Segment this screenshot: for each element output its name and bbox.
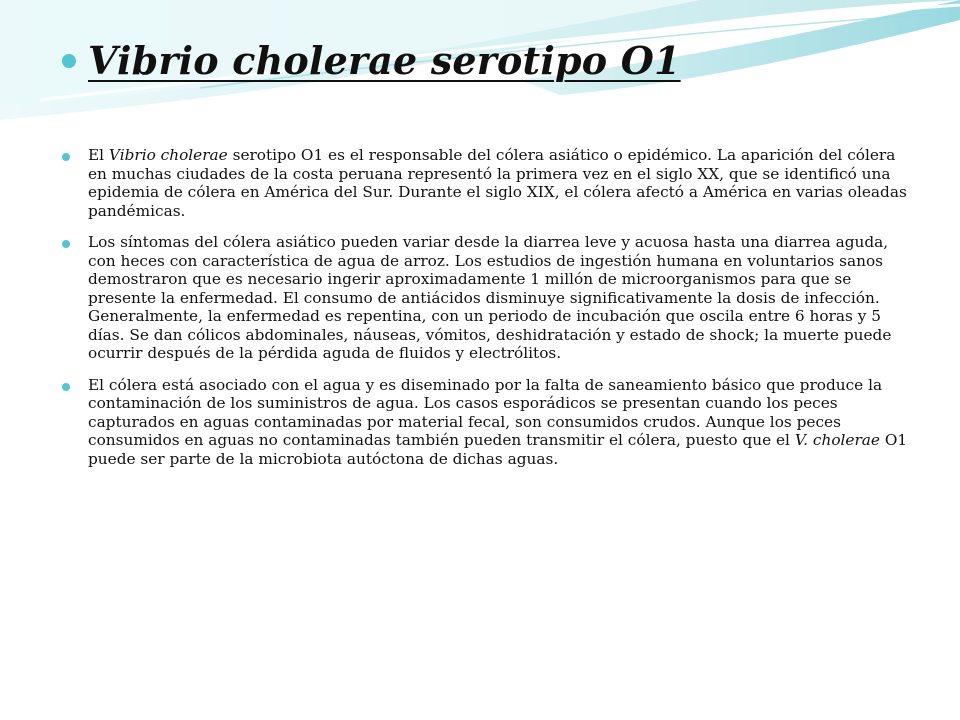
species-name: V. cholerae	[794, 431, 880, 449]
bullet-icon	[62, 153, 70, 161]
bullet-icon	[62, 240, 70, 248]
title-bullet-icon	[62, 54, 76, 68]
paragraph-text: Los síntomas del cólera asiático pueden variar desde la diarrea leve y acuosa hasta una diarrea aguda, con heces con característica de agua de arroz. Los estudios de ingestión humana en voluntarios sanos demostraron que es necesario ingerir aproximadamente 1 millón de microorganismos para que se presente la enfermedad. El consumo de antiácidos disminuye significativamente la dosis de infección. Generalmente, la enfermedad es repentina, con un periodo de incubación que oscila entre 6 horas y 5 días. Se dan cólicos abdominales, náuseas, vómitos, deshidratación y estado de shock; la muerte puede ocurrir después de la pérdida aguda de fluidos y electrólitos.	[88, 233, 892, 362]
slide-title: Vibrio cholerae serotipo O1	[88, 38, 681, 83]
bullet-paragraph-2	[62, 233, 912, 363]
text-run: El	[88, 146, 109, 164]
species-name: Vibrio cholerae	[108, 146, 228, 164]
title-row	[62, 38, 681, 83]
text-run: O1 puede ser parte de la microbiota autóctona de dichas aguas.	[88, 431, 908, 468]
bullet-icon	[62, 383, 70, 391]
bullet-paragraph-1	[62, 146, 912, 220]
paragraph-text	[88, 376, 912, 469]
text-run: El cólera está asociado con el agua y es diseminado por la falta de saneamiento básico que produce la contaminación de los suministros de agua. Los casos esporádicos se presentan cuando los peces capturados en aguas contaminadas por material fecal, son consumidos crudos. Aunque los peces consumidos en aguas no contaminadas también pueden transmitir el cólera, puesto que el	[88, 375, 883, 449]
text-run: serotipo O1 es el responsable del cólera asiático o epidémico. La aparición del cólera en muchas ciudades de la costa peruana representó la primera vez en el siglo XX, que se identificó una epidemia de cólera en América del Sur. Durante el siglo XIX, el cólera afectó a América en varias oleadas pandémicas.	[88, 146, 907, 220]
bullet-paragraph-3	[62, 376, 912, 469]
paragraph-text	[88, 146, 912, 220]
slide-content	[62, 146, 912, 481]
